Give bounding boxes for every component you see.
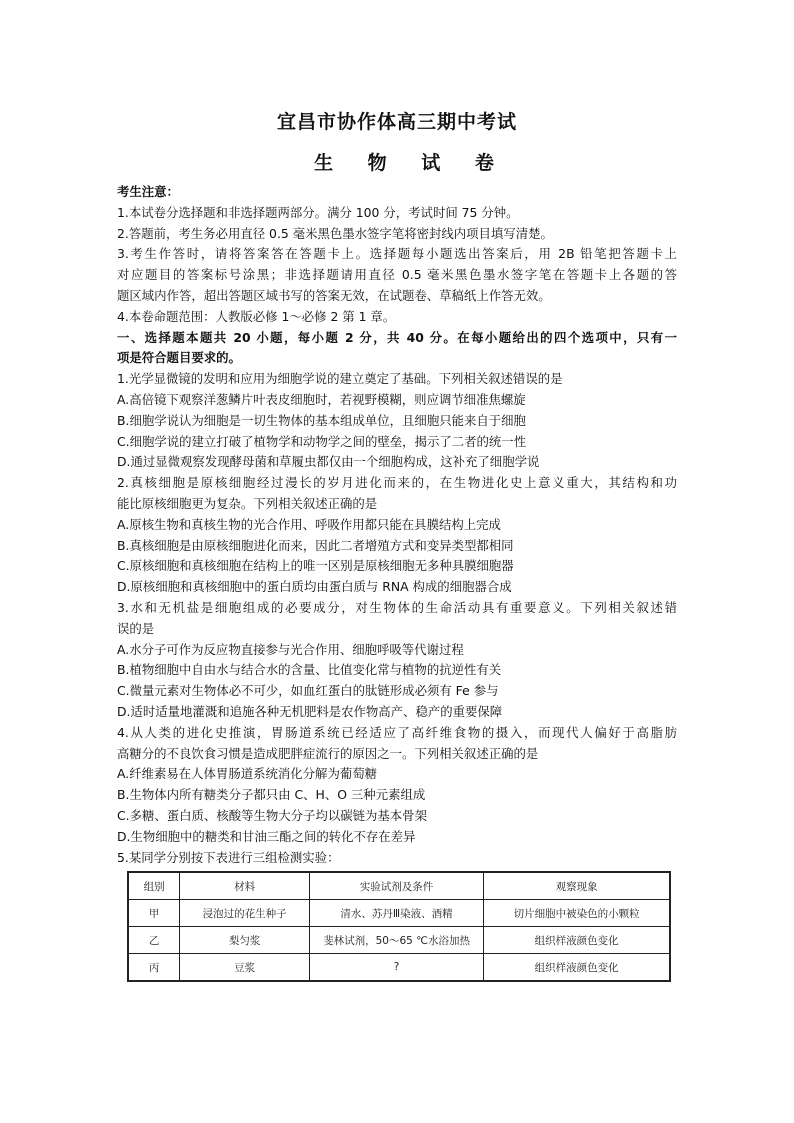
table-cell: 丙 [128, 954, 180, 982]
question-stem: 2.真核细胞是原核细胞经过漫长的岁月进化而来的，在生物进化史上意义重大，其结构和功 [117, 475, 677, 491]
question-option: B.真核细胞是由原核细胞进化而来，因此二者增殖方式和变异类型都相同 [117, 537, 514, 553]
question-option: D.适时适量地灌溉和追施各种无机肥料是农作物高产、稳产的重要保障 [117, 703, 503, 719]
table-cell: 组织样液颜色变化 [484, 927, 670, 954]
notice-item: 1.本试卷分选择题和非选择题两部分。满分 100 分，考试时间 75 分钟。 [117, 204, 519, 220]
question-option: D.通过显微观察发现酵母菌和草履虫都仅由一个细胞构成，这补充了细胞学说 [117, 454, 540, 470]
question-option: B.植物细胞中自由水与结合水的含量、比值变化常与植物的抗逆性有关 [117, 662, 502, 678]
section-heading: 项是符合题目要求的。 [117, 350, 241, 366]
table-row [128, 954, 670, 982]
question-option: A.水分子可作为反应物直接参与光合作用、细胞呼吸等代谢过程 [117, 641, 464, 657]
question-option: B.生物体内所有糖类分子都只由 C、H、O 三种元素组成 [117, 787, 426, 803]
table-cell: 梨匀浆 [180, 927, 310, 954]
notice-item: 题区域内作答，超出答题区域书写的答案无效，在试题卷、草稿纸上作答无效。 [117, 287, 551, 303]
table-cell: 甲 [128, 900, 180, 927]
question-option: D.原核细胞和真核细胞中的蛋白质均由蛋白质与 RNA 构成的细胞器合成 [117, 579, 512, 595]
question-stem: 误的是 [117, 620, 155, 636]
table-header-cell: 组别 [128, 872, 180, 900]
table-row [128, 927, 670, 954]
table-cell: 浸泡过的花生种子 [180, 900, 310, 927]
notice-item: 4.本卷命题范围：人教版必修 1～必修 2 第 1 章。 [117, 308, 396, 324]
question-option: A.原核生物和真核生物的光合作用、呼吸作用都只能在具膜结构上完成 [117, 516, 501, 532]
question-option: D.生物细胞中的糖类和甘油三酯之间的转化不存在差异 [117, 828, 416, 844]
exam-body [117, 182, 677, 868]
question-option: C.多糖、蛋白质、核酸等生物大分子均以碳链为基本骨架 [117, 807, 427, 823]
notice-item: 2.答题前，考生务必用直径 0.5 毫米黑色墨水签字笔将密封线内项目填写清楚。 [117, 225, 553, 241]
question-option: C.原核细胞和真核细胞在结构上的唯一区别是原核细胞无多种具膜细胞器 [117, 558, 514, 574]
table-cell: 清水、苏丹Ⅲ染液、酒精 [309, 900, 483, 927]
table-cell: 豆浆 [180, 954, 310, 982]
exam-title: 宜昌市协作体高三期中考试 [276, 111, 517, 133]
question-option: C.微量元素对生物体必不可少，如血红蛋白的肽链形成必须有 Fe 参与 [117, 683, 499, 699]
subject-title: 生 物 试 卷 [314, 152, 508, 174]
notice-heading: 考生注意： [117, 184, 179, 199]
question-option: A.纤维素易在人体胃肠道系统消化分解为葡萄糖 [117, 766, 378, 782]
section-heading: 一、选择题本题共 20 小题，每小题 2 分，共 40 分。在每小题给出的四个选项中，只有一 [117, 329, 677, 345]
table-header-row [128, 872, 670, 900]
question-option: A.高倍镜下观察洋葱鳞片叶表皮细胞时，若视野模糊，则应调节细准焦螺旋 [117, 391, 526, 407]
table-header-cell: 材料 [180, 872, 310, 900]
experiment-table [127, 871, 671, 982]
table-row [128, 900, 670, 927]
table-cell: ? [309, 954, 483, 982]
question-stem: 4.从人类的进化史推演，胃肠道系统已经适应了高纤维食物的摄入，而现代人偏好于高脂肪 [117, 724, 677, 740]
question-stem: 能比原核细胞更为复杂。下列相关叙述正确的是 [117, 495, 378, 511]
question-option: C.细胞学说的建立打破了植物学和动物学之间的壁垒，揭示了二者的统一性 [117, 433, 527, 449]
question-stem: 3.水和无机盐是细胞组成的必要成分，对生物体的生命活动具有重要意义。下列相关叙述错 [117, 599, 677, 615]
notice-item: 对应题目的答案标号涂黑；非选择题请用直径 0.5 毫米黑色墨水签字笔在答题卡上各题的答 [117, 267, 677, 283]
question-stem: 1.光学显微镜的发明和应用为细胞学说的建立奠定了基础。下列相关叙述错误的是 [117, 371, 563, 387]
table-cell: 乙 [128, 927, 180, 954]
table-cell: 斐林试剂，50～65 ℃水浴加热 [309, 927, 483, 954]
table-cell: 组织样液颜色变化 [484, 954, 670, 982]
question-stem: 高糖分的不良饮食习惯是造成肥胖症流行的原因之一。下列相关叙述正确的是 [117, 745, 539, 761]
question-option: B.细胞学说认为细胞是一切生物体的基本组成单位，且细胞只能来自于细胞 [117, 412, 526, 428]
notice-item: 3.考生作答时，请将答案答在答题卡上。选择题每小题选出答案后，用 2B 铅笔把答题卡上 [117, 246, 677, 262]
table-header-cell: 实验试剂及条件 [309, 872, 483, 900]
table-header-cell: 观察现象 [484, 872, 670, 900]
question-stem: 5.某同学分别按下表进行三组检测实验： [117, 849, 340, 865]
table-cell: 切片细胞中被染色的小颗粒 [484, 900, 670, 927]
